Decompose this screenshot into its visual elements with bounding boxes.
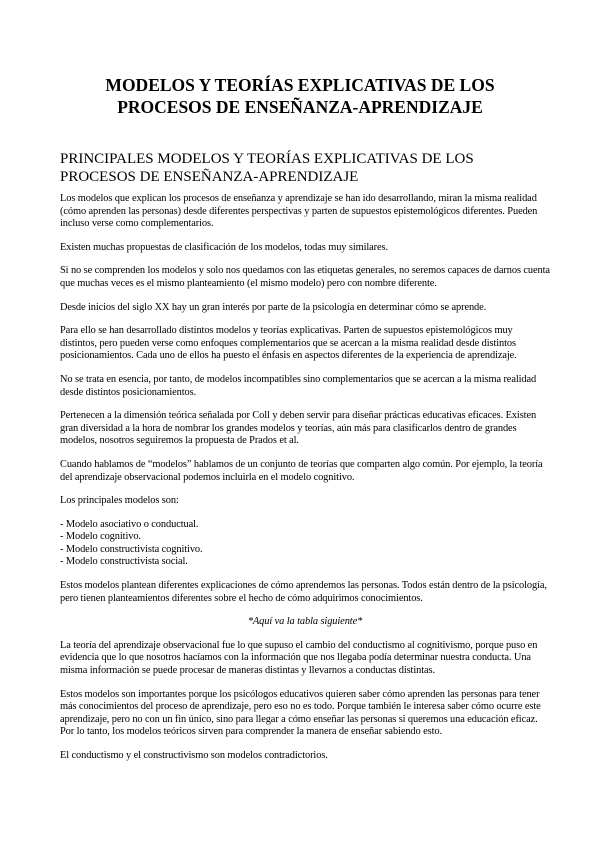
paragraph: Los modelos que explican los procesos de enseñanza y aprendizaje se han ido desarrollando, miran la misma realidad (cómo aprenden las personas) desde diferentes perspectivas y parten de supuestos epistemológicos diferentes. Pueden incluso verse como complementarios. (60, 193, 538, 230)
paragraph: Si no se comprenden los modelos y solo nos quedamos con las etiquetas generales, no seremos capaces de darnos cuenta que muchas veces es el mismo planteamiento (el mismo modelo) pero con nombre diferente. (60, 265, 550, 289)
paragraph: La teoría del aprendizaje observacional fue lo que supuso el cambio del conductismo al cognitivismo, porque puso en evidencia que lo que nosotros hacíamos con la información que nos llegaba podía determinar nuestra conducta. Una misma información se puede procesar de maneras distintas y llevarnos a conductas distintas. (60, 639, 538, 677)
paragraph: Existen muchas propuestas de clasificación de los modelos, todas muy similares. (60, 241, 388, 253)
paragraph: Desde inicios del siglo XX hay un gran interés por parte de la psicología en determinar cómo se aprende. (60, 301, 487, 313)
section-title: PRINCIPALES MODELOS Y TEORÍAS EXPLICATIVAS DE LOS PROCESOS DE ENSEÑANZA-APRENDIZAJE (60, 151, 474, 185)
table-placeholder-note: *Aquí va la tabla siguiente* (247, 616, 363, 628)
paragraph: No se trata en esencia, por tanto, de modelos incompatibles sino complementarios que se acercan a la misma realidad desde distintos posicionamientos. (60, 373, 537, 398)
paragraph: Estos modelos son importantes porque los psicólogos educativos quieren saber cómo aprenden las personas para tener más conocimientos del proceso de aprendizaje, pero eso no es todo. Porque también le interesa saber cómo ocurre este aprendizaje, pero no con un fin único, sino para llegar a cómo enseñar las personas si queremos una educación eficaz. Por lo tanto, los modelos teóricos sirven para comprender la manera de enseñar sabiendo esto. (60, 688, 541, 738)
document-body (60, 193, 550, 774)
paragraph: Los principales modelos son: (60, 495, 179, 507)
list-item: - Modelo constructivista social. (60, 556, 188, 568)
document-title: MODELOS Y TEORÍAS EXPLICATIVAS DE LOS PROCESOS DE ENSEÑANZA-APRENDIZAJE (105, 75, 495, 117)
paragraph: Para ello se han desarrollado distintos modelos y teorías explicativas. Parten de supuestos epistemológicos muy distintos, pero pueden verse como enfoques complementarios que se acercan a la misma realidad desde distintos posicionamientos. Cada uno de ellos ha puesto el énfasis en aspectos diferentes de la experiencia de aprendizaje. (60, 325, 517, 362)
list-item: - Modelo cognitivo. (60, 531, 141, 543)
list-item: - Modelo constructivista cognitivo. (60, 543, 203, 555)
paragraph: Estos modelos plantean diferentes explicaciones de cómo aprendemos las personas. Todos están dentro de la psicología, pero tienen planteamientos diferentes sobre el hecho de cómo adquirimos conocimientos. (60, 580, 547, 604)
paragraph: Cuando hablamos de “modelos” hablamos de un conjunto de teorías que comparten algo común. Por ejemplo, la teoría del aprendizaje observacional podemos incluirla en el modelo cognitivo. (60, 458, 543, 483)
models-list (60, 519, 550, 569)
list-item: - Modelo asociativo o conductual. (60, 518, 199, 530)
paragraph: Pertenecen a la dimensión teórica señalada por Coll y deben servir para diseñar prácticas educativas eficaces. Existen gran diversidad a la hora de nombrar los grandes modelos y teorías, aún más para clasificarlos dentro de grandes modelos, nosotros seguiremos la propuesta de Prados et al. (60, 410, 537, 447)
paragraph: El conductismo y el constructivismo son modelos contradictorios. (60, 750, 328, 761)
